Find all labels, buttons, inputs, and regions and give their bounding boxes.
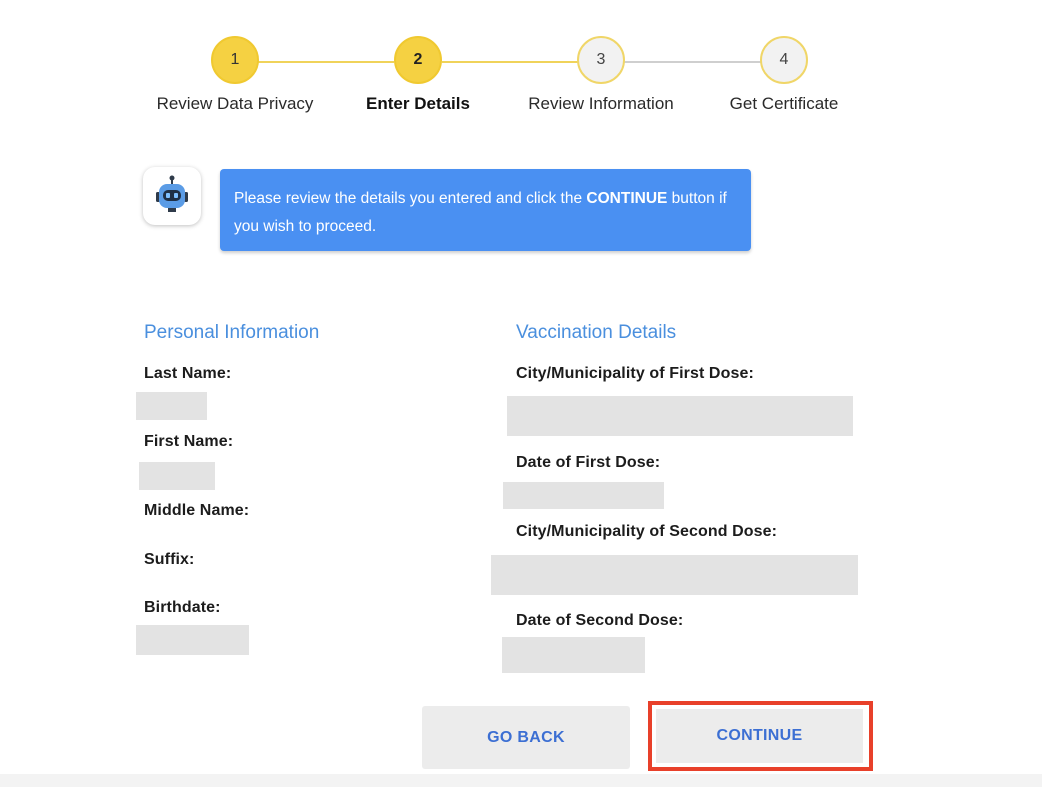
- go-back-button[interactable]: GO BACK: [422, 706, 630, 769]
- robot-icon: [150, 174, 194, 218]
- suffix-label: Suffix:: [144, 551, 195, 568]
- step-1-label: Review Data Privacy: [156, 94, 314, 113]
- step-4-label: Get Certificate: [729, 94, 839, 113]
- assistant-avatar: [143, 167, 201, 225]
- second-dose-city-value: [491, 555, 858, 595]
- first-dose-city-label: City/Municipality of First Dose:: [516, 365, 754, 382]
- message-text-1: Please review the details you entered and click the: [234, 190, 587, 207]
- second-dose-date-value: [502, 637, 645, 673]
- birthdate-value: [136, 625, 249, 655]
- step-1-circle: 1: [211, 36, 259, 84]
- first-dose-date-value: [503, 482, 664, 509]
- step-3-circle: 3: [577, 36, 625, 84]
- message-continue-keyword: CONTINUE: [586, 190, 668, 207]
- step-3-label: Review Information: [528, 94, 674, 113]
- second-dose-city-label: City/Municipality of Second Dose:: [516, 523, 778, 540]
- continue-button[interactable]: CONTINUE: [656, 709, 863, 763]
- step-4: [694, 36, 874, 114]
- first-name-value: [139, 462, 215, 490]
- progress-stepper: [0, 0, 1042, 130]
- first-dose-date-label: Date of First Dose:: [516, 454, 661, 471]
- assistant-message: [220, 169, 751, 251]
- birthdate-label: Birthdate:: [144, 599, 221, 616]
- vaccination-details-heading: Vaccination Details: [516, 322, 677, 343]
- last-name-label: Last Name:: [144, 365, 232, 382]
- step-2-label: Enter Details: [366, 94, 470, 113]
- step-1: [145, 36, 325, 114]
- personal-information-heading: Personal Information: [144, 322, 320, 343]
- step-4-circle: 4: [760, 36, 808, 84]
- first-name-label: First Name:: [144, 433, 234, 450]
- first-dose-city-value: [507, 396, 853, 436]
- page-footer-strip: [0, 774, 1042, 787]
- step-2: [328, 36, 508, 114]
- step-3: [511, 36, 691, 114]
- middle-name-label: Middle Name:: [144, 502, 250, 519]
- last-name-value: [136, 392, 207, 420]
- second-dose-date-label: Date of Second Dose:: [516, 612, 684, 629]
- message-text-2: button if you wish to proceed.: [234, 190, 727, 235]
- step-2-circle: 2: [394, 36, 442, 84]
